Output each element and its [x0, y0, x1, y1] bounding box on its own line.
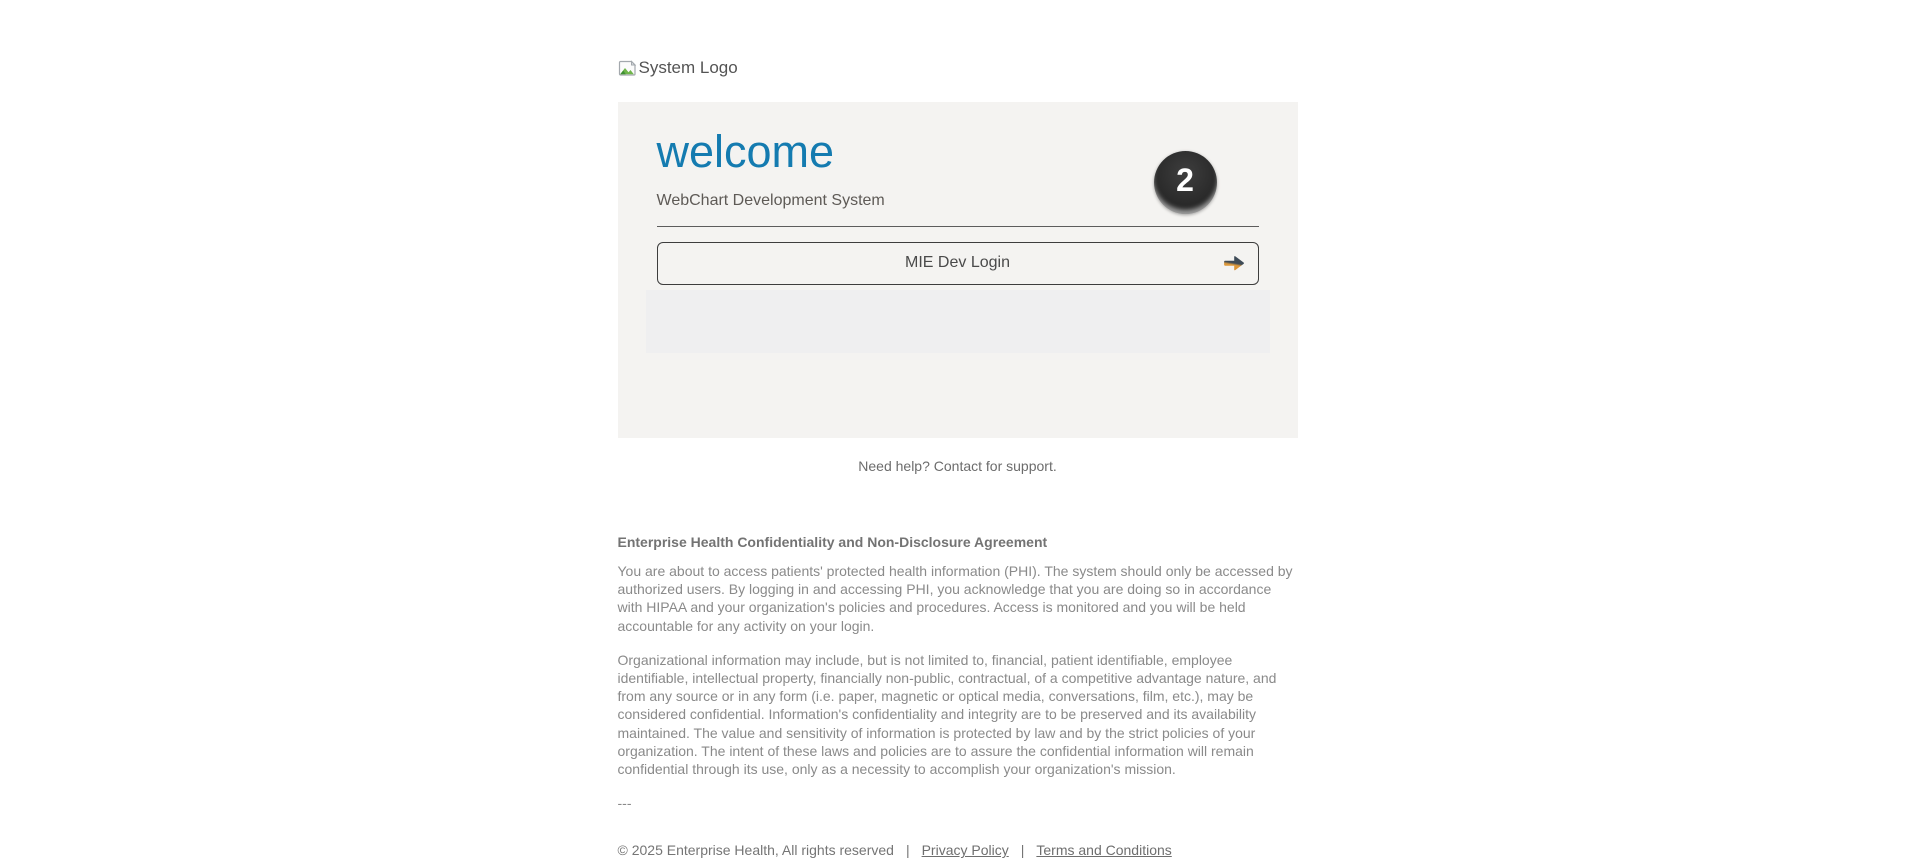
agreement-paragraph-1: You are about to access patients' protected health information (PHI). The system should only be accessed by authorized users. By logging in and accessing PHI, you acknowledge that you are doing so in accordance with HIPAA and your organization's policies and procedures. Access is monitored and you will be held accountable for any activity on your login. [617, 563, 1293, 634]
confidentiality-agreement [618, 534, 1298, 812]
footer-divider: | [905, 842, 910, 858]
welcome-heading: welcome [656, 126, 835, 177]
login-card [618, 102, 1298, 438]
arrow-right-icon [1224, 255, 1245, 272]
help-text: Need help? Contact for support. [858, 458, 1057, 474]
privacy-policy-link[interactable]: Privacy Policy [921, 842, 1009, 858]
terms-and-conditions-link[interactable]: Terms and Conditions [1036, 842, 1172, 858]
agreement-paragraph-2: Organizational information may include, but is not limited to, financial, patient identifiable, employee identifiable, intellectual property, financially non-public, contractual, of a competitive advantage nature, and from any source or in any form (i.e. paper, magnetic or optical media, conversations, film, etc.), may be considered confidential. Information's confidentiality and integrity are to be preserved and its availability maintained. The value and sensitivity of information is protected by law and by the strict policies of your organization. The intent of these laws and policies are to assure the confidential information will remain confidential through its use, only as a necessity to accomplish your organization's mission. [617, 651, 1277, 777]
login-button-label: MIE Dev Login [905, 254, 1010, 272]
agreement-title: Enterprise Health Confidentiality and Non-Disclosure Agreement [617, 534, 1048, 550]
footer [618, 842, 1298, 858]
mie-dev-login-button[interactable] [657, 242, 1259, 285]
broken-image-icon [618, 58, 638, 78]
card-inset-panel [646, 290, 1270, 353]
footer-divider: | [1020, 842, 1025, 858]
login-page [618, 0, 1298, 858]
card-divider [657, 226, 1259, 227]
step-badge: 2 [1154, 151, 1217, 214]
copyright-text: © 2025 Enterprise Health, All rights reserved [617, 842, 894, 858]
system-subtitle: WebChart Development System [656, 191, 885, 209]
system-logo-alt-text: System Logo [638, 58, 738, 77]
system-logo [618, 55, 1298, 81]
agreement-separator: --- [617, 795, 632, 812]
